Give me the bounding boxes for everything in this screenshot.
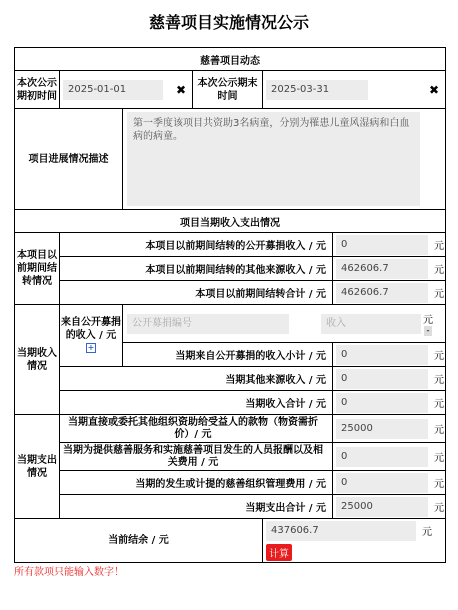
unit-label: 元 (434, 479, 444, 490)
progress-label: 项目进展情况描述 (15, 109, 123, 210)
unit-label: 元 (434, 289, 444, 300)
expense-total-label: 当期支出合计 / 元 (60, 495, 333, 519)
direct-aid-input[interactable]: 25000 (336, 419, 428, 439)
staff-cost-input[interactable]: 0 (336, 447, 428, 467)
carryover-public-input[interactable]: 0 (336, 235, 428, 255)
add-row-icon[interactable]: + (87, 343, 95, 352)
direct-aid-label: 当期直接或委托其他组织资助给受益人的款物（物资需折价）/ 元 (60, 415, 333, 443)
unit-label: 元 (434, 399, 444, 410)
public-fundraising-label: 来自公开募捐的收入 / 元 + (60, 305, 123, 367)
unit-label: 元 (434, 503, 444, 514)
end-period-label: 本次公示期末时间 (193, 71, 263, 109)
management-cost-input[interactable]: 0 (336, 473, 428, 493)
unit-label: 元 (434, 425, 444, 436)
page-title: 慈善项目实施情况公示 (148, 13, 309, 32)
other-income-input[interactable]: 0 (336, 369, 428, 389)
clear-end-date-icon[interactable]: ✖ (429, 82, 440, 97)
unit-label: 元 (434, 351, 444, 362)
carryover-group-label: 本项目以前期间结转情况 (15, 233, 60, 305)
balance-cell (263, 519, 446, 563)
unit-label: 元 (423, 315, 433, 326)
carryover-other-input[interactable]: 462606.7 (336, 259, 428, 279)
balance-input[interactable]: 437606.7 (266, 521, 416, 541)
carryover-total-label: 本项目以前期间结转合计 / 元 (60, 281, 333, 305)
end-period-cell (263, 71, 446, 109)
fundraising-code-input[interactable]: 公开募捐编号 (127, 314, 289, 334)
income-group-label: 当期收入情况 (15, 305, 60, 415)
expense-total-input[interactable]: 25000 (336, 497, 428, 517)
unit-label: 元 (434, 265, 444, 276)
clear-start-date-icon[interactable]: ✖ (175, 82, 186, 97)
balance-label: 当前结余 / 元 (15, 519, 263, 563)
fundraising-income-input[interactable]: 收入 (321, 314, 421, 334)
start-date-input[interactable]: 2025-01-01 (63, 80, 163, 100)
charity-project-form (14, 47, 446, 563)
unit-label: 元 (422, 527, 432, 538)
unit-label: 元 (434, 375, 444, 386)
expense-group-label: 当期支出情况 (15, 415, 60, 519)
unit-label: 元 (434, 241, 444, 252)
carryover-other-label: 本项目以前期间结转的其他来源收入 / 元 (60, 257, 333, 281)
progress-textarea[interactable]: 第一季度该项目共资助3名病童，分别为罹患儿童风湿病和白血病的病童。 (127, 112, 420, 206)
public-income-subtotal-label: 当期来自公开募捐的收入小计 / 元 (123, 343, 333, 367)
finance-title: 项目当期收入支出情况 (15, 210, 446, 233)
carryover-total-input[interactable]: 462606.7 (336, 283, 428, 303)
staff-cost-label: 当期为提供慈善服务和实施慈善项目发生的人员报酬以及相关费用 / 元 (60, 443, 333, 471)
start-period-label: 本次公示期初时间 (15, 71, 60, 109)
public-income-subtotal-input[interactable]: 0 (336, 345, 428, 365)
unit-label: 元 (434, 453, 444, 464)
section-title: 慈善项目动态 (15, 48, 446, 71)
other-income-label: 当期其他来源收入 / 元 (60, 367, 333, 391)
progress-cell (123, 109, 446, 210)
income-total-input[interactable]: 0 (336, 393, 428, 413)
management-cost-label: 当期的发生或计提的慈善组织管理费用 / 元 (60, 471, 333, 495)
carryover-public-label: 本项目以前期间结转的公开募捐收入 / 元 (60, 233, 333, 257)
income-total-label: 当期收入合计 / 元 (60, 391, 333, 415)
fundraising-entry-cell (123, 305, 446, 343)
calculate-button[interactable]: 计算 (266, 544, 292, 561)
remove-row-button[interactable]: - (426, 326, 430, 336)
end-date-input[interactable]: 2025-03-31 (266, 80, 368, 100)
start-period-cell (60, 71, 193, 109)
numeric-only-note: 所有款项只能输入数字！ (14, 567, 124, 578)
